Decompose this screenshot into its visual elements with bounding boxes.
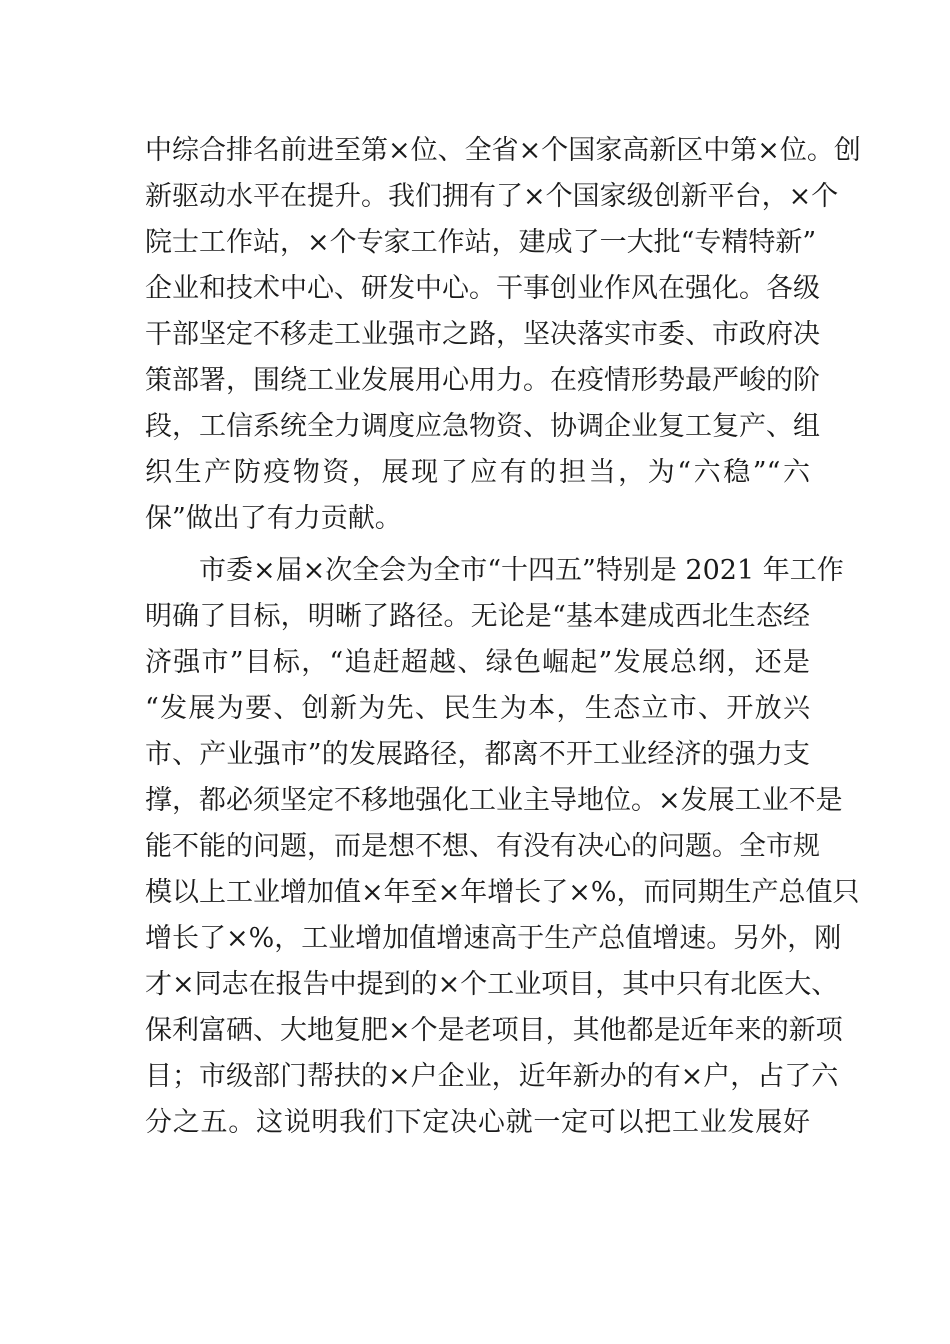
paragraph-1 (145, 128, 861, 542)
text-line: 济强市”目标，“追赶超越、绿色崛起”发展总纲，还是 (145, 647, 810, 678)
text-line: 新驱动水平在提升。我们拥有了×个国家级创新平台，×个 (145, 181, 839, 212)
text-line: 策部署，围绕工业发展用心用力。在疫情形势最严峻的阶 (145, 365, 820, 396)
text-line: “发展为要、创新为先、民生为本，生态立市、开放兴 (145, 693, 810, 724)
text-line: 能不能的问题，而是想不想、有没有决心的问题。全市规 (145, 831, 820, 862)
text-line: 分之五。这说明我们下定决心就一定可以把工业发展好 (145, 1107, 810, 1138)
text-line: 中综合排名前进至第×位、全省×个国家高新区中第×位。创 (145, 135, 861, 166)
text-line: 明确了目标，明晰了路径。无论是“基本建成西北生态经 (145, 601, 810, 632)
text-line: 市委×届×次全会为全市“十四五”特别是 2021 年工作 (199, 555, 844, 586)
document-body (145, 128, 861, 1146)
text-line: 模以上工业增加值×年至×年增长了×%，而同期生产总值只 (145, 877, 860, 908)
text-line: 目；市级部门帮扶的×户企业，近年新办的有×户，占了六 (145, 1061, 839, 1092)
text-line: 增长了×%，工业增加值增速高于生产总值增速。另外，刚 (145, 923, 842, 954)
text-line: 院士工作站，×个专家工作站，建成了一大批“专精特新” (145, 227, 817, 258)
text-line: 保”做出了有力贡献。 (145, 503, 402, 534)
text-line: 段，工信系统全力调度应急物资、协调企业复工复产、组 (145, 411, 820, 442)
text-line: 织生产防疫物资，展现了应有的担当，为“六稳”“六 (145, 457, 810, 488)
text-line: 市、产业强市”的发展路径，都离不开工业经济的强力支 (145, 739, 810, 770)
text-line: 干部坚定不移走工业强市之路，坚决落实市委、市政府决 (145, 319, 820, 350)
text-line: 保利富硒、大地复肥×个是老项目，其他都是近年来的新项 (145, 1015, 843, 1046)
text-line: 企业和技术中心、研发中心。干事创业作风在强化。各级 (145, 273, 820, 304)
text-line: 撑，都必须坚定不移地强化工业主导地位。×发展工业不是 (145, 785, 843, 816)
text-line: 才×同志在报告中提到的×个工业项目，其中只有北医大、 (145, 969, 839, 1000)
paragraph-2 (145, 548, 860, 1146)
